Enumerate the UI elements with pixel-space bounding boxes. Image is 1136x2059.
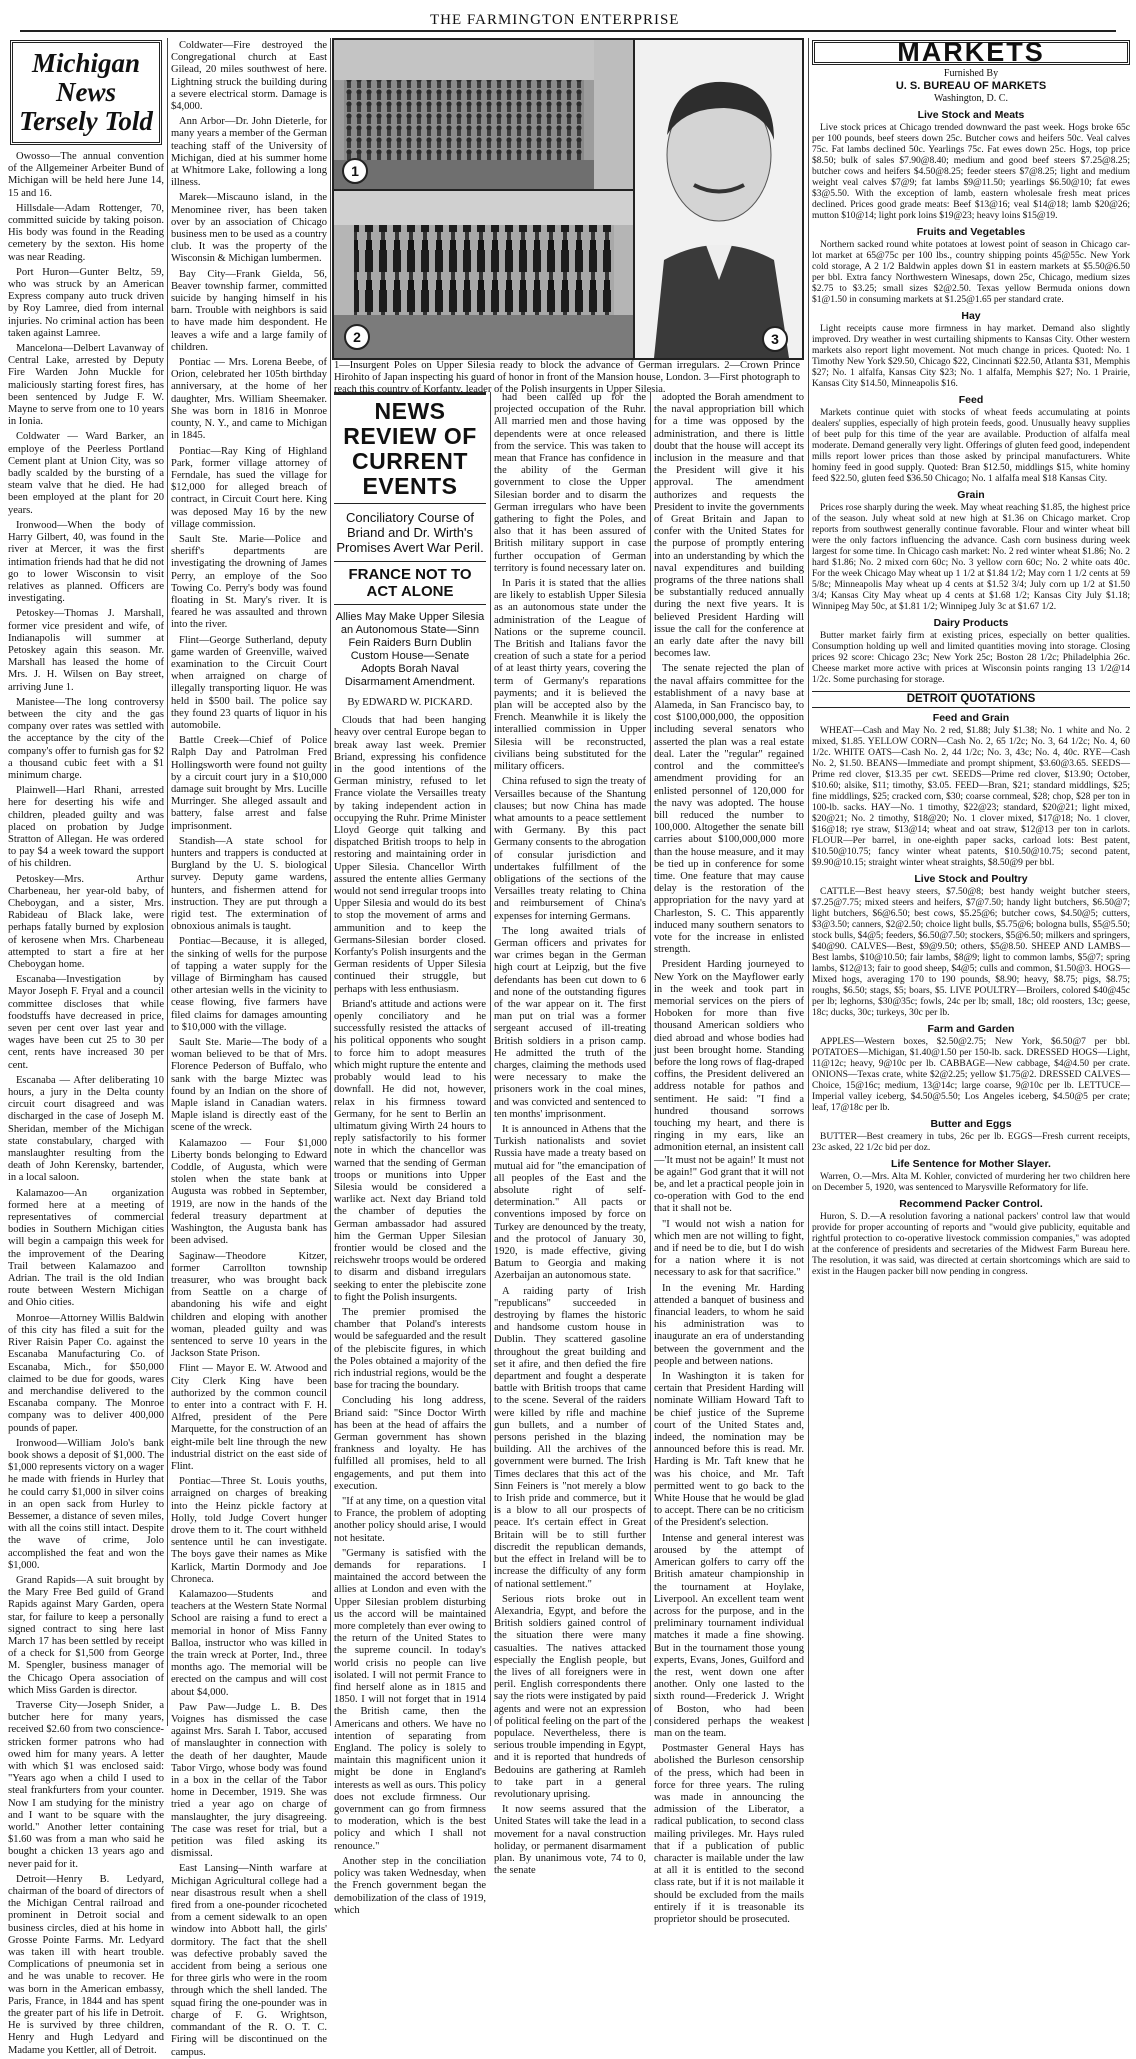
article-paragraph: Pontiac—Ray King of Highland Park, former village attorney of Ferndale, has sued the village for $12,000 for alleged breach of contract, in Circuit Court here. King was deposed May 16 by the new village commission. xyxy=(171,445,327,530)
detroit-quotations xyxy=(812,713,1130,1154)
news-photo-illustration xyxy=(334,40,802,358)
news-review-byline: By EDWARD W. PICKARD. xyxy=(347,697,473,708)
article-paragraph: Serious riots broke out in Alexandria, Egypt, and before the British soldiers gained control of the situation there were many casualties. The natives attacked especially the English people, but the lives of all foreigners were in peril. English correspondents there say the riots were instigated by paid agents and were not an expression of political feeling on the part of the populace. Nevertheless, there is serious trouble impending in Egypt, and it is reported that hundreds of Bedouins are gathering at Ramleh to take part in a general revolutionary uprising. xyxy=(494,1593,646,1800)
detroit-section-heading: Live Stock and Poultry xyxy=(914,873,1028,885)
michigan-news-column-2 xyxy=(171,40,327,2058)
news-review-subhead-2: FRANCE NOT TO ACT ALONE xyxy=(334,561,486,605)
column-rule xyxy=(167,38,168,1726)
market-report-text: Live stock prices at Chicago trended downward the past week. Hogs broke 65c per 100 pounds, beef steers down 25c. Butcher cows and heifers 50c. Veal calves 75c. Fat lambs declined 50c. Yearlings 75c. Fat ewes down 25c. Hogs, top price $8.50; bulk of sales $7.90@8.40; medium and good beef steers $7.25@8.25; butcher cows and heifers $4.50@8.25; feeder steers $7@8.25; light and medium weight veal calves $7@9; fat lambs $9@11.50; yearlings $6.50@10; fat ewes $3@5.50. With the exception of lamb, eastern wholesale fresh meat prices declined. Prices good grade meats: Beef $13@16; veal $14@18; lamb $20@26; mutton $10@14; light pork loins $19@23; heavy loins $15@19. xyxy=(812,123,1130,221)
article-paragraph: Pontiac—Three St. Louis youths, arraigned on charges of breaking into the Heinz pickle factory at Holly, told Judge Covert hunger drove them to it. The court withheld sentence until he can investigate. The boys gave their names as Mike Karlick, Martin Dormody and Joe Chroneca. xyxy=(171,1476,327,1585)
article-paragraph: Kalamazoo—An organization formed here at a meeting of representatives of commercial bodies in Southern Michigan cities will begin a campaign this week for the improvement of the Dearing Trail between Kalamazoo and Adrian. The trail is the old Indian route between Western Michigan and Ohio cities. xyxy=(8,1187,164,1309)
article-paragraph: Escanaba — After deliberating 10 hours, a jury in the Delta county circuit court disagreed and was discharged in the case of Joseph M. Sheridan, member of the Michigan state constabulary, charged with manslaughter resulting from the death of John Kerensky, bartender, in a local saloon. xyxy=(8,1074,164,1184)
article-paragraph: Flint—George Sutherland, deputy game warden of Greenville, waived examination to the Circuit Court when arraigned on charge of illegally transporting liquor. He was held in $500 bail. The police say they found 23 quarts of liquor in his automobile. xyxy=(171,634,327,731)
article-paragraph: Pontiac—Because, it is alleged, the sinking of wells for the purpose of tapping a water supply for the village of Birmingham has caused other artesian wells in the vicinity to cease flowing, five farmers have filed claims for damages amounting to $10,000 with the village. xyxy=(171,936,327,1033)
article-paragraph: In Paris it is stated that the allies are likely to establish Upper Silesia as an autonomous state under the administration of the League of Nations or the supreme council. The British and Italians favor the creation of such a state for a period of at least thirty years, covering the term of Germany's reparations payments; and it is believed the plan will be accepted also by the French. Meanwhile it is likely the interallied commission in Upper Silesia will be reconstructed, civilians being substituted for the military officers. xyxy=(494,578,646,773)
article-paragraph: A raiding party of Irish "republicans" succeeded in destroying by flames the historic and handsome custom house in Dublin. They scattered gasoline throughout the great building and set it afire, and then defied the fire department and fought a desperate battle with British troops that came to the scene. Several of the raiders were killed by rifle and machine gun bullets, and a number of persons perished in the blazing building. All the archives of the government were burned. The Irish Times declares that this act of the Sinn Feiners is "not merely a blow to Irish pride and commerce, but it is a blow to all our prospects of peace. It's certain effect in Great Britain will be to still further discredit the republican demands, but the effect in Ireland will be to increase the difficulty of any form of national settlement." xyxy=(494,1285,646,1590)
michigan-news-items-2 xyxy=(171,40,327,2059)
news-item-heading: Life Sentence for Mother Slayer. xyxy=(891,1158,1051,1170)
article-paragraph: Flint — Mayor E. W. Atwood and City Clerk King have been authorized by the common council to enter into a contract with F. H. Alfred, president of the Pere Marquette, for the construction of an eight-mile belt line through the new industrial district on the east side of Flint. xyxy=(171,1363,327,1472)
detroit-quotations-heading: DETROIT QUOTATIONS xyxy=(812,691,1130,708)
detroit-section-heading: Farm and Garden xyxy=(927,1023,1015,1035)
article-paragraph: Clouds that had been hanging heavy over central Europe began to break away last week. Premier Briand, expressing his confidence in the good intentions of the German ministry, refused to let France violate the Versailles treaty by taking independent action in occupying the Ruhr. Prime Minister Lloyd George quit talking and dispatched British troops to help in restoring and maintaining order in Upper Silesia. Chancellor Wirth assured the entente allies Germany would not send irregular troops into Upper Silesia and would do its best to stop the movement of arms and ammunition and to keep the Germans-Silesian border closed. Korfanty's Polish insurgents and the German residents of Upper Silesia continued their struggle, but perhaps with less enthusiasm. xyxy=(334,715,486,995)
market-report-text: APPLES—Western boxes, $2.50@2.75; New York, $6.50@7 per bbl. POTATOES—Michigan, $1.40@1.50 per 150-lb. sack. DRESSED HOGS—Light, 11@12c; heavy, 9@10c per lb. CABBAGE—New cabbage, $4@4.50 per crate. ONIONS—Texas crate, white $2@2.25; yellow $1.75@2. DRESSED CALVES—Choice, 15@16c; medium, 13@14c; large coarse, 9@10c per lb. LETTUCE—Imperial valley iceberg, $4.50@5.50; Los Angeles iceberg, $4.50@5 per crate; leaf, 17@18c per lb. xyxy=(812,1037,1130,1113)
article-paragraph: The premier promised the chamber that Poland's interests would be safeguarded and the result of the plebiscite figures, in which the Poles obtained a majority of the rich industrial regions, would be the base for tracing the boundary. xyxy=(334,1306,486,1392)
article-paragraph: Mancelona—Delbert Lavanway of Central Lake, arrested by Deputy Fire Warden John Muckle for maliciously starting forest fires, has been sentenced by Judge F. W. Mayne to serve from one to 10 years in Ionia. xyxy=(8,343,164,428)
article-paragraph: Grand Rapids—A suit brought by the Mary Free Bed guild of Grand Rapids against Mary Garden, opera star, for failure to keep a personally signed contract to sing here last March 17 has been settled by receipt of a check for $1,500 from George M. Spengler, business manager of the Chicago Opera association of which Miss Garden is director. xyxy=(8,1574,164,1696)
article-paragraph: Petoskey—Thomas J. Marshall, former vice president and wife, of Indianapolis will summer at Petoskey again this season. Mr. Marshall has leased the home of Mrs. J. H. Wilsen on Bay street, arriving June 1. xyxy=(8,608,164,693)
column-rule xyxy=(650,392,651,1726)
market-report-text: WHEAT—Cash and May No. 2 red, $1.88; July $1.38; No. 1 white and No. 2 mixed, $1.85. YELLOW CORN—Cash No. 2, 65 1/2c; No. 3, 64 1/2c; No. 4, 60 1/2c. WHITE OATS—Cash No. 2, 44 1/2c; No. 3, 43c; No. 4, 40c. RYE—Cash No. 2, $1.50. BEANS—Immediate and prompt shipment, $3.60@3.65. SEEDS—Prime red clover, $13.35 per cwt. SEEDS—Prime red clover, $13.90; October, $10.60; alsike, $11; timothy, $3.05. FEED—Bran, $21; standard middlings, $25; fine middlings, $25; cracked corn, $30; coarse cornmeal, $28; chop, $28 per ton in 100-lb. sacks. HAY—No. 1 timothy, $22@23; standard, $20@21; light mixed, $20@21; No. 2 timothy, $18@20; No. 1 clover mixed, $17@18; No. 1 clover, $16@18; rye straw, $13@14; wheat and oat straw, $12@13 per ton in carlots. FLOUR—Per barrel, in one-eighth paper sacks, carload lots: Best patent, $10.50@10.75; fancy winter wheat patents, $10.50@10.75; second patent, $9.90@10.15; straight winter wheat straights, $8.50@9 per bbl. xyxy=(812,726,1130,868)
article-paragraph: Concluding his long address, Briand said: "Since Doctor Wirth has been at the head of affairs the German government has shown frankness and loyalty. He has fulfilled all promises, held to all engagements, and put them into execution. xyxy=(334,1395,486,1492)
article-paragraph: In Washington it is taken for certain that President Harding will nominate William Howard Taft to be chief justice of the Supreme court of the United States and, indeed, the nomination may be announced before this is read. Mr. Harding is Mr. Taft knew that he was his choice, and Mr. Taft permitted went to go back to the White House that he would be glad to accept. There can be no criticism of the President's selection. xyxy=(654,1371,804,1529)
article-paragraph: Standish—A state school for hunters and trappers is conducted at Burgland by the U. S. biological survey. Deputy game wardens, hunters, and fishermen attend for instruction. They are put through a rigid test. The extermination of obnoxious animals is taught. xyxy=(171,835,327,933)
article-paragraph: China refused to sign the treaty of Versailles because of the Shantung clauses; but now China has made what amounts to a peace settlement with Germany. By this pact Germany consents to the abrogation of consular jurisdiction and undertakes fulfillment of the obligations of the sections of the Versailles treaty relating to China and reimbursement of China's expenses for interning Germans. xyxy=(494,776,646,922)
market-report-text: CATTLE—Best heavy steers, $7.50@8; best handy weight butcher steers, $7.25@7.75; mixed steers and heifers, $7@7.50; handy light butchers, $6.50@7; light butchers, $6@6.50; best cows, $5.25@6; butcher cows, $4.50@5; cutters, $3@3.50; canners, $2@2.50; choice light bulls, $5.75@6; bologna bulls, $5@5.50; stock bulls, $4@5; feeders, $6.50@7.50; stockers, $5@6.50; milkers and springers, $40@90. CALVES—Best, $9@9.50; others, $5@8.50. SHEEP AND LAMBS—Best lambs, $10@10.50; fair lambs, $8@9; light to common lambs, $5@7; spring lambs, $12@13; fair to good sheep, $4@5; culls and common, $1.50@3. HOGS—Mixed hogs, averaging 170 to 190 pounds, $8.90; heavy, $8.75; pigs, $8.75; roughs, $6.50; stags, $5; boars, $5. LIVE POULTRY—Broilers, colored $40@45c per lb; leghorns, $30@35c; fowls, 24c per lb; small, 18c; old roosters, 13c; geese, 18c; ducks, 30c; turkeys, 30c per lb. xyxy=(812,887,1130,1018)
article-paragraph: Kalamazoo—Students and teachers at the Western State Normal School are raising a fund to erect a memorial in honor of Miss Fanny Balloa, instructor who was killed in the train wreck at Porter, Ind., three months ago. The memorial will be erected on the campus and will cost about $4,000. xyxy=(171,1588,327,1698)
markets-bureau: U. S. BUREAU OF MARKETS xyxy=(895,80,1047,92)
market-report-text: Huron, S. D.—A resolution favoring a national packers' control law that would provide for proper accounting of reports and "would give publicity, equitable and rightful protection to co-operative livestock commission companies," was adopted at the conference of presidents and secretaries of the Midwest Farm Bureau here. The resolution, it was said, was directed at certain shortcomings which are said to exist in the Haugen packer bill now pending in congress. xyxy=(812,1212,1130,1277)
article-paragraph: Battle Creek—Chief of Police Ralph Day and Patrolman Fred Hollingsworth were found not guilty by a circuit court jury in a $10,000 damage suit brought by Mrs. Lucille Murringer. She alleged assault and battery, false arrest and false imprisonment. xyxy=(171,735,327,832)
article-paragraph: East Lansing—Ninth warfare at Michigan Agricultural college had a near disastrous result when a shell fired from a one-pounder ricocheted from a cement sidewalk to an open window into Abbott hall, the girls' dormitory. The fact that the shell was defective probably saved the accident from being a serious one for three girls who were in the room through which the shell landed. The squad firing the one-pounder was in charge of F. G. Wrightson, commandant of the R. O. T. C. Firing will be discontinued on the campus. xyxy=(171,1863,327,2058)
article-paragraph: Manistee—The long controversy between the city and the gas company over rates was settled with the acceptance by the city of the company's offer to furnish gas for $2 a thousand cubic feet with a $1 minimum charge. xyxy=(8,696,164,781)
article-paragraph: Another step in the conciliation policy was taken Wednesday, when the French government began the demobilization of the class of 1919, which xyxy=(334,1855,486,1916)
michigan-news-column-1 xyxy=(8,40,164,2056)
market-report-text: BUTTER—Best creamery in tubs, 26c per lb. EGGS—Fresh current receipts, 23c asked, 22 1/2c bid per doz. xyxy=(812,1132,1130,1153)
article-paragraph: "Germany is satisfied with the demands for reparations. I maintained the accord between the allies at London and even with the Upper Silesian problem disturbing us the accord will be maintained more completely than ever owing to the return of the United States to the supreme council. In today's world crisis no people can live isolated. I will not permit France to find herself alone as in 1815 and 1850. I will not forget that in 1914 the British came, then the Americans and others. We have no intention of separating from England. The policy is solely to maintain this magnificent union it might be done in England's interests as well as ours. This policy does not exclude firmness. Our government can go from firmness to moderation, which is the best policy and which I shall not renounce." xyxy=(334,1547,486,1852)
page-folio: THE FARMINGTON ENTERPRISE xyxy=(430,12,680,28)
news-photo-montage xyxy=(332,38,804,360)
market-report-text: Markets continue quiet with stocks of wheat feeds accumulating at points dealers' supplies, especially of high protein feeds, good. Unusually heavy supplies of beet pulp for this time of the year are available. Production of alfalfa meal moderate. Demand generally very light. Offerings of gluten feed good, independent mills report lower prices than those asked by principal manufacturers. White hominy feed in good supply. Quoted: Bran $12.50, middlings $15, white hominy feed $22.50, gluten feed $36.50 Chicago; No. 1 alfalfa meal $18 Kansas City. xyxy=(812,408,1130,484)
photo-label-2: 2 xyxy=(344,324,370,350)
news-review-text-3 xyxy=(654,392,804,1926)
market-report-text: Prices rose sharply during the week. May wheat reaching $1.85, the highest price of the season. July wheat sold at new high at $1.36 on Chicago market. Crop reports from southwest generally continue favorable. Flour and winter wheat bill were the only factors influencing the advance. Cash corn business during week largest for some time. In Chicago cash market: No. 2 red winter wheat $1.86; No. 2 hard $1.86; No. 2 mixed corn 60c; No. 3 yellow corn 60c; No. 2 white oats 40c. For the week Chicago May wheat up 1 1/2 at $1.84 1/2; May corn 1 1/2 cents at 59 5/8c; Minneapolis May wheat up 4 cents at $1.52 3/4; July corn up 1/2 at $1.50 3/4; Kansas City May wheat up 4 cents at $1.68 1/2; Kansas City July $1.18; Winnipeg May 50c, at $1.81 1/2; Winnipeg July 3c at $1.67 1/2. xyxy=(812,503,1130,612)
article-paragraph: Saginaw—Theodore Kitzer, former Carrollton township treasurer, who was brought back from Seattle on a charge of abandoning his wife and eight children and eloping with another woman, pleaded guilty and was sentenced to serve 10 years in the Jackson State Prison. xyxy=(171,1250,327,1360)
news-review-text-1 xyxy=(334,715,486,1917)
article-paragraph: Port Huron—Gunter Beltz, 59, who was struck by an American Express company auto truck driven by Roy Lamree, died from internal injuries. No criminal action has been taken against Lamree. xyxy=(8,266,164,339)
article-paragraph: Intense and general interest was aroused by the attempt of American golfers to carry off the British amateur championship in the tournament at Hoylake, Liverpool. An excellent team went across for the purpose, and in the preliminary tournament individual matches it made a fine showing. But in the tournament those young experts, Evans, Jones, Guilford and the rest, went down one after another. Only one lasted to the sixth round—Frederick J. Wright of Boston, who had been considered perhaps the weakest man on the team. xyxy=(654,1532,804,1739)
news-review-column-1 xyxy=(334,392,486,1916)
article-paragraph: Coldwater—Fire destroyed the Congregational church at East Gilead, 20 miles southwest of here. Lightning struck the building during a severe electrical storm. Damage is $4,000. xyxy=(171,40,327,113)
markets-sections xyxy=(812,110,1130,686)
article-paragraph: Postmaster General Hays has abolished the Burleson censorship of the press, which had been in force for three years. The ruling was made in announcing the admission of the Liberator, a radical publication, to second class mailing privileges. Mr. Hays ruled that if a publication of public character is mailable under the law at all it is entitled to the second class rate, but if it is not mailable it should be excluded from the mails entirely if it is treasonable its proprietor should be prosecuted. xyxy=(654,1743,804,1925)
article-paragraph: Ironwood—William Jolo's bank book shows a deposit of $1,000. The $1,000 represents victory on a wager he made with friends in Hurley that he could carry $1,000 in silver coins in an open sack from Hurley to Bessemer, a distance of seven miles, with all the coins still intact. Despite the wave of crime, Jolo accomplished the feat and won the $1,000. xyxy=(8,1437,164,1571)
article-paragraph: In the evening Mr. Harding attended a banquet of business and financial leaders, to whom he said his administration was to inaugurate an era of understanding between the government and the people and between nations. xyxy=(654,1282,804,1367)
market-report-text: Northern sacked round white potatoes at lowest point of season in Chicago car-lot market at 65@75c per 100 lbs., country shipping points 45@55c. New York cold storage, A 2 1/2 Baldwin apples down $1 in eastern markets at $5.50@6.50 per bbl. Extra fancy Northwestern Winesaps, down 25c, Chicago, medium sizes $2.75 to $3.25; small sizes $2@2.50. Texas yellow Bermuda onions down $1@1.50 in consuming markets at $1.25@1.65 per standard crate. xyxy=(812,240,1130,305)
article-paragraph: Kalamazoo — Four $1,000 Liberty bonds belonging to Edward Coddle, of Augusta, which were stolen when the state bank at Augusta was robbed in September, 1919, are now in the hands of the federal treasury department at Washington, the Augusta bank has been advised. xyxy=(171,1137,327,1247)
article-paragraph: "I would not wish a nation for which men are not willing to fight, and if need be to die, but I do wish for a nation where it is not necessary to ask for that sacrifice." xyxy=(654,1218,804,1279)
article-paragraph: The long awaited trials of German officers and privates for war crimes began in the German high court at Leipzig, but the five defendants has been cut down to 6 and none of the outstanding figures of the war appear on it. The first man put on trial was a former sergeant accused of ill-treating British soldiers in a prison camp. He admitted the truth of the charges, claiming the methods used were necessary to make the prisoners work in the coal mines, and was convicted and sentenced to ten months' imprisonment. xyxy=(494,925,646,1120)
article-paragraph: Petoskey—Mrs. Arthur Charbeneau, her year-old baby, of Cheboygan, and a sister, Mrs. Rabideau of Black lake, were perhaps fatally burned by explosion of kerosene when Mrs. Charbeneau attempted to start a fire at her Cheboygan home. xyxy=(8,873,164,970)
photo-label-1: 1 xyxy=(342,158,368,184)
column-rule xyxy=(808,38,809,1726)
article-paragraph: Briand's attitude and actions were openly conciliatory and he successfully resisted the attacks of his political opponents who sought to force him to adopt measures which might rupture the entente and probably would lead to his downfall. He did not, however, relax in his firmness toward Germany, for he sent to Berlin an ultimatum giving Wirth 24 hours to reply satisfactorily to his former note in which the chancellor was warned that the sending of German troops or munitions into Upper Silesia would be considered a warlike act. Next day Briand told the chamber of deputies the German ambassador had assured him the German Upper Silesian frontier would be closed and the reichswehr troops would be ordered to disarm and disband irregulars seeking to enter the plebiscite zone to fight the Polish insurgents. xyxy=(334,998,486,1303)
article-paragraph: Pontiac — Mrs. Lorena Beebe, of Orion, celebrated her 105th birthday anniversary, at the home of her daughter, Mrs. William Sheemaker. She was born in 1816 in Monroe county, N. Y., and came to Michigan in 1845. xyxy=(171,357,327,442)
markets-column xyxy=(812,37,1130,1725)
news-item-heading: Recommend Packer Control. xyxy=(899,1198,1043,1210)
article-paragraph: "If at any time, on a question vital to France, the problem of adopting another policy should arise, I would not hesitate. xyxy=(334,1496,486,1544)
article-paragraph: Escanaba—Investigation by Mayor Joseph F. Fryal and a council committee discloses that while foodstuffs have decreased in price, seven per cent over last year and wages have been cut 25 to 30 per cent, rents have increased 30 per cent. xyxy=(8,974,164,1071)
market-section-heading: Live Stock and Meats xyxy=(917,109,1025,121)
masthead-rule xyxy=(20,30,1116,32)
market-report-text: Light receipts cause more firmness in hay market. Demand also slightly improved. Dry weather in west curtailing shipments to Kansas City. Other western markets also report light movement. Not much change in prices. Quoted: No. 1 Timothy New York $29.50, Chicago $22, Cincinnati $22.50, Atlanta $31, Memphis $27; No. 1 alfalfa, Kansas City $23; No. 1 alfalfa, Memphis $27; No. 1 Prairie, Kansas City $14.50, Minneapolis $16. xyxy=(812,324,1130,389)
article-paragraph: Hillsdale—Adam Rottenger, 70, committed suicide by taking poison. His body was found in the Reading cemetery by the sexton. His home was near Reading. xyxy=(8,202,164,263)
article-paragraph: Paw Paw—Judge L. B. Des Voignes has dismissed the case against Mrs. Sarah I. Tabor, accused of manslaughter in connection with the death of her daughter, Maude Tabor Virgo, whose body was found in a box in the cellar of the Tabor home in December, 1919. She was tried a year ago on charge of manslaughter, the jury disagreeing. The case was reset for trial, but a petition was filed asking its dismissal. xyxy=(171,1701,327,1860)
news-review-deck: Allies May Make Upper Silesia an Autonomous State—Sinn Fein Raiders Burn Dublin Custom House—Senate Adopts Borah Naval Disarmament Amendment. xyxy=(335,611,485,688)
detroit-section-heading: Feed and Grain xyxy=(932,712,1010,724)
article-paragraph: Detroit—Henry B. Ledyard, chairman of the board of directors of the Michigan Central railroad and prominent in Detroit social and business circles, died at his home in Grosse Pointe Farms. Mr. Ledyard was taken ill with heart trouble. Complications of pneumonia set in and he was unable to recover. He was born in the American embassy, Paris, France, in 1844 and has spent the greater part of his life in Detroit. He is survived by three children, Henry and Hugh Ledyard and Madame you Kettler, all of Detroit. xyxy=(8,1873,164,2056)
article-paragraph: Marek—Miscauno island, in the Menominee river, has been taken over by an association of Chicago business men to be used as a country club. It was the property of the Wisconsin & Michigan lumbermen. xyxy=(171,192,327,265)
michigan-news-title-line2: Tersely Told xyxy=(19,106,153,136)
market-section-heading: Fruits and Vegetables xyxy=(916,226,1026,238)
column-rule xyxy=(490,392,491,1726)
article-paragraph: Ann Arbor—Dr. John Dieterle, for many years a member of the German teaching staff of the University of Michigan, died at his summer home at Whitmore Lake, following a long illness. xyxy=(171,116,327,189)
markets-extra-items xyxy=(812,1159,1130,1278)
article-paragraph: The senate rejected the plan of the naval affairs committee for the establishment of a navy base at Alameda, in San Francisco bay, to cost $100,000,000, the opposition including several senators who asserted the plan was a real estate deal. Later the "regular" regained control and the committee's amendment providing for an enlisted personnel of 120,000 for the navy was adopted. The house bill reduced the number to 100,000. Altogether the senate bill carries about $100,000,000 more than the house measure, and it may be tied up in conference for some time. One feature that may cause delay is the restoration of the appropriation for the navy yard at Charleston, S. C. This apparently induced many southern senators to vote for the increase in enlisted strength. xyxy=(654,663,804,956)
news-review-text-2 xyxy=(494,392,646,1877)
market-section-heading: Feed xyxy=(958,394,984,406)
market-section-heading: Dairy Products xyxy=(933,617,1009,629)
article-paragraph: Bay City—Frank Gielda, 56, Beaver township farmer, committed suicide by hanging himself in his barn. Trouble with neighbors is said to have made him despondent. He leaves a wife and a large family of children. xyxy=(171,268,327,353)
michigan-news-title-box xyxy=(10,40,162,145)
markets-furnished-by: Furnished By xyxy=(943,68,999,79)
article-paragraph: Traverse City—Joseph Snider, a butcher here for many years, received $2.60 from two conscience-stricken former patrons who had owed him for many years. A letter with which $1 was enclosed said: "Years ago when a child I used to steal frankfurters from your counter. Now I am studying for the ministry and I want to be square with the world." Another letter containing $1.60 was from a man who said he bought a chicken 13 years ago and never paid for it. xyxy=(8,1699,164,1870)
article-paragraph: Sault Ste. Marie—The body of a woman believed to be that of Mrs. Florence Pederson of Buffalo, who sank with the barge Miztec was found by an Indian on the shore of Maple island in Canadian waters. Maple island is directly east of the scene of the wreck. xyxy=(171,1037,327,1134)
michigan-news-items-1 xyxy=(8,151,164,2057)
news-review-column-3 xyxy=(654,392,804,1925)
market-report-text: Warren, O.—Mrs. Alta M. Kohler, convicted of murdering her two children here on December 5, 1920, was sentenced to Marysville Reformatory for life. xyxy=(812,1172,1130,1193)
news-review-headline: NEWS REVIEW OF CURRENT EVENTS xyxy=(334,392,486,504)
article-paragraph: had been called up for the projected occupation of the Ruhr. All married men and those having dependents were at once released from the service. This was taken to mean that France has confidence in the ability of the German government to close the Upper Silesian border and to disarm the German irregulars who have been gathering to fight the Poles, and also that it has been assured of British military support in case further occupation of German territory is found necessary later on. xyxy=(494,392,646,574)
photo-label-3: 3 xyxy=(762,326,788,352)
news-review-column-2 xyxy=(494,392,646,1877)
market-section-heading: Grain xyxy=(957,489,985,501)
article-paragraph: It now seems assured that the United States will take the lead in a movement for a naval construction holiday, or permanent disarmament plan. By unanimous vote, 74 to 0, the senate xyxy=(494,1804,646,1877)
article-paragraph: Sault Ste. Marie—Police and sheriff's departments are investigating the drowning of James Perry, an employe of the Soo Towing Co. Perry's body was found floating in St. Mary's river. It is feared he was assaulted and thrown into the river. xyxy=(171,533,327,631)
article-paragraph: Monroe—Attorney Willis Baldwin of this city has filed a suit for the River Raisin Paper Co. against the Escanaba Manufacturing Co. of Escanaba, Mich., for $50,000 claimed to be due for goods, wares and merchandise delivered to the Escanaba company. The Monroe company was to deliver 400,000 pounds of paper. xyxy=(8,1312,164,1434)
article-paragraph: Plainwell—Harl Rhani, arrested here for deserting his wife and children, pleaded guilty and was placed on probation by Judge Stratton of Allegan. He was ordered to pay $4 a week toward the support of his children. xyxy=(8,785,164,870)
article-paragraph: adopted the Borah amendment to the naval appropriation bill which for a time was opposed by the administration, and there is little doubt that the house will accept its inclusion in the measure and that the President will give it his approval. The amendment authorizes and requests the President to invite the governments of Great Britain and Japan to confer with the United States for the purpose of promptly entering into an understanding by which the naval expenditures and building programs of the three nations shall be substantially reduced annually during the next five years. It is believed President Harding will issue the call for the conference at an early date after the navy bill becomes law. xyxy=(654,392,804,660)
masthead xyxy=(0,6,1136,32)
news-review-subhead: Conciliatory Course of Briand and Dr. Wirth's Promises Avert War Peril. xyxy=(336,510,484,555)
market-report-text: Butter market fairly firm at existing prices, especially on better qualities. Consumption holding up well and limited quantities moving into storage. Closing prices 92 score: Chicago 23c; New York 25c; Boston 28 1/2c; Philadelphia 26c. Cheese market more active with prices at Wisconsin points ranging 13 1/2@14 1/2c. Some purchasing for storage. xyxy=(812,631,1130,685)
photo-caption: 1—Insurgent Poles on Upper Silesia ready to block the advance of German irregulars. 2—Crown Prince Hirohito of Japan inspecting his guard of honor in front of the Mansion house, London. 3—First photograph to reach this country of Korfanty, leader of the Polish insurgents in Upper Silesia. xyxy=(334,360,800,395)
article-paragraph: Owosso—The annual convention of the Allgemeiner Arbeiter Bund of Michigan will be held here June 14, 15 and 16. xyxy=(8,151,164,199)
markets-city: Washington, D. C. xyxy=(934,93,1008,104)
article-paragraph: Ironwood—When the body of Harry Gilbert, 40, was found in the river at Mercer, it was the first intimation friends had that he did not go to lower Wisconsin to visit relatives as planned. Officers are investigating. xyxy=(8,519,164,605)
michigan-news-title-line1: Michigan News xyxy=(31,48,141,107)
article-paragraph: President Harding journeyed to New York on the Mayflower early in the week and took part in memorial services on the piers of Hoboken for more than five thousand American soldiers who died abroad and whose bodies had just been brought home. Standing before the long rows of flag-draped coffins, the President delivered an address notable for pathos and sentiment. He said: "I find a hundred thousand sorrows touching my heart, and there is ringing in my ears, like an admonition eternal, an insistent call—'It must not be again!' It must not be again!" God grant that it will not be, and let a practical people join in co-operation with God to the end that it shall not be. xyxy=(654,959,804,1215)
market-section-heading: Hay xyxy=(961,310,981,322)
column-rule xyxy=(330,38,331,1726)
article-paragraph: It is announced in Athens that the Turkish nationalists and soviet Russia have made a treaty based on mutual aid for "the emancipation of all peoples of the East and the absolute right of self-determination." All pacts or conventions imposed by force on Turkey are denounced by the treaty, and the protocol of January 30, 1920, is made effective, giving Batum to Georgia and making Azerbaijan an autonomous state. xyxy=(494,1123,646,1282)
markets-title: MARKETS xyxy=(812,40,1130,65)
detroit-section-heading: Butter and Eggs xyxy=(930,1118,1012,1130)
article-paragraph: Coldwater — Ward Barker, an employe of the Peerless Portland Cement plant at Union City, was so badly scalded by the bursting of a steam valve that he died. He had been employed at the plant for 20 years. xyxy=(8,431,164,516)
